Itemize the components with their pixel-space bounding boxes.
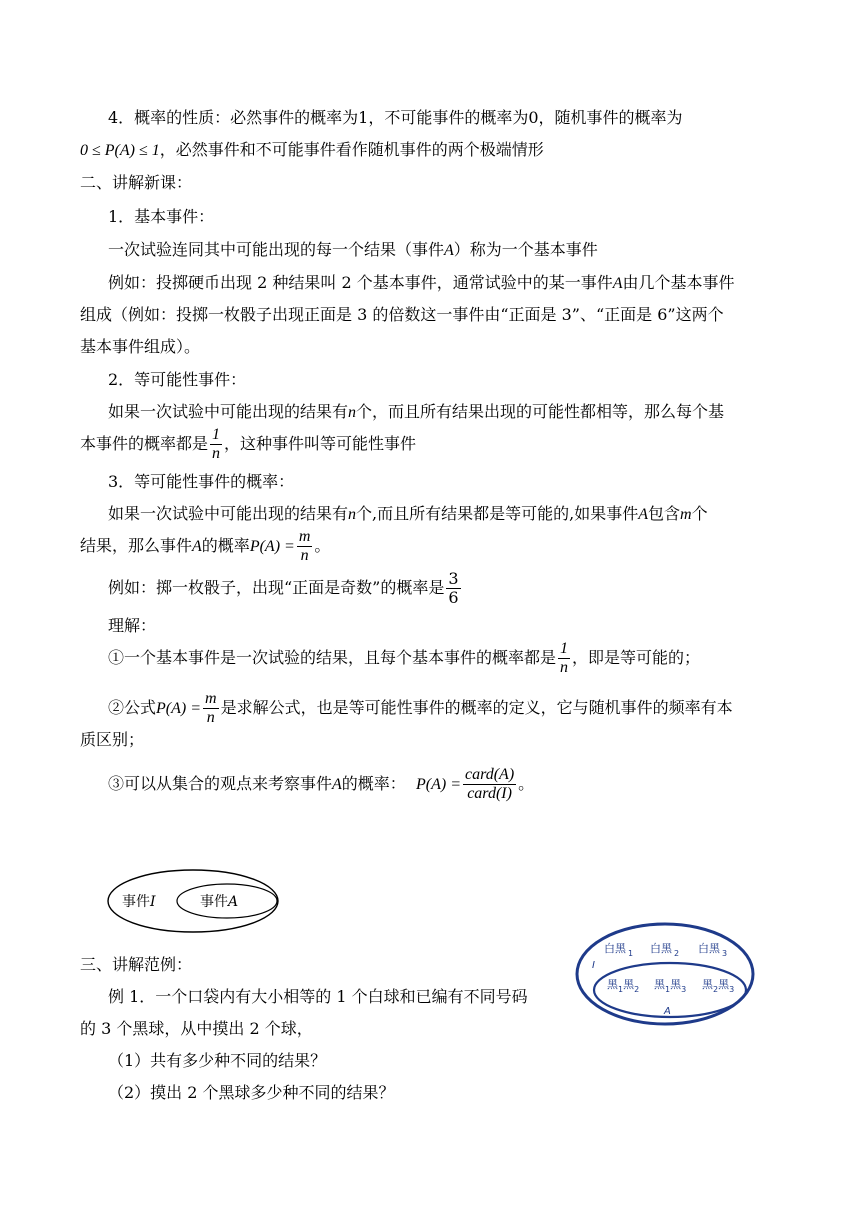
understanding-label: 理解：	[108, 616, 157, 635]
fraction-three-over-six: $\frac{3}{6}$	[448, 569, 459, 607]
venn-diagram-event-i-a	[105, 868, 281, 934]
example-1-line1: 例 1．一个口袋内有大小相等的 1 个白球和已编有不同号码	[108, 987, 528, 1006]
equally-likely-definition-line1: 如果一次试验中可能出现的结果有n个，而且所有结果出现的可能性都相等，那么每个基	[108, 402, 725, 421]
section-heading-examples: 三、讲解范例：	[80, 955, 193, 974]
probability-definition-line2: 结果，那么事件A的概率P(A) = $\frac{m}{n}$ 。	[80, 528, 331, 564]
example-1-line2: 的 3 个黑球，从中摸出 2 个球，	[80, 1019, 313, 1038]
outcome-black-2-black-3: 黑$_2$黑$_3$	[702, 978, 735, 994]
example-1-question-2: （2）摸出 2 个黑球多少种不同的结果？	[108, 1083, 395, 1102]
label-event-i: 事件I	[122, 894, 156, 910]
property-4-line1: 4．概率的性质：必然事件的概率为1，不可能事件的概率为0，随机事件的概率为	[108, 108, 683, 127]
understanding-point-3: ③可以从集合的观点来考察事件A的概率： P(A) = $\frac{\text{card(A)}}{\text{card(I)}}$ 。	[108, 766, 535, 802]
outcome-white-black-1: 白黑 $_1$	[604, 942, 634, 958]
basic-event-example-line1: 例如：投掷硬币出现 2 种结果叫 2 个基本事件，通常试验中的某一事件A由几个基本事件	[108, 273, 735, 292]
outcome-white-black-3: 白黑 $_3$	[698, 942, 728, 958]
label-a: A	[664, 1006, 671, 1017]
label-i: I	[592, 960, 595, 971]
label-event-a: 事件A	[200, 894, 239, 910]
outcome-black-1-black-3: 黑$_1$黑$_3$	[654, 978, 687, 994]
subsection-title-basic-event: 1．基本事件：	[108, 207, 215, 226]
fraction-one-over-n: $\frac{1}{n}$	[212, 426, 221, 462]
understanding-point-2-line2: 质区别；	[80, 730, 145, 749]
venn-diagram-ball-outcomes	[570, 918, 760, 1030]
basic-event-example-line2: 组成（例如：投掷一枚骰子出现正面是 3 的倍数这一事件由“正面是 3”、“正面是 6”这两个	[80, 305, 724, 324]
equally-likely-definition-line2: 本事件的概率都是 $\frac{1}{n}$ ，这种事件叫等可能性事件	[80, 426, 417, 462]
basic-event-definition: 一次试验连同其中可能出现的每一个结果（事件A）称为一个基本事件	[108, 240, 598, 259]
basic-event-example-line3: 基本事件组成）。	[80, 337, 201, 356]
probability-example: 例如：掷一枚骰子，出现“正面是奇数”的概率是 $\frac{3}{6}$	[108, 569, 459, 607]
probability-definition-line1: 如果一次试验中可能出现的结果有n个,而且所有结果都是等可能的,如果事件A包含m个	[108, 504, 708, 523]
subsection-title-equally-likely: 2．等可能性事件：	[108, 370, 247, 389]
section-heading-new-lesson: 二、讲解新课：	[80, 173, 193, 192]
property-4-line2: 0 ≤ P(A) ≤ 1，必然事件和不可能事件看作随机事件的两个极端情形	[80, 140, 544, 159]
understanding-point-1: ①一个基本事件是一次试验的结果，且每个基本事件的概率都是 $\frac{1}{n}$ ，即是等可能的；	[108, 640, 701, 676]
understanding-point-2-line1: ②公式P(A) = $\frac{m}{n}$ 是求解公式，也是等可能性事件的概率的定义，它与随机事件的频率有本	[108, 690, 733, 726]
fraction-m-over-n: $\frac{m}{n}$	[298, 528, 311, 564]
example-1-question-1: （1）共有多少种不同的结果？	[108, 1051, 327, 1070]
subsection-title-probability: 3．等可能性事件的概率：	[108, 472, 295, 491]
outcome-black-1-black-2: 黑$_1$黑$_2$	[607, 978, 640, 994]
probability-range-formula: 0 ≤ P(A) ≤ 1	[80, 142, 160, 159]
probability-formula: P(A) =	[249, 538, 295, 555]
outcome-white-black-2: 白黑 $_2$	[650, 942, 680, 958]
